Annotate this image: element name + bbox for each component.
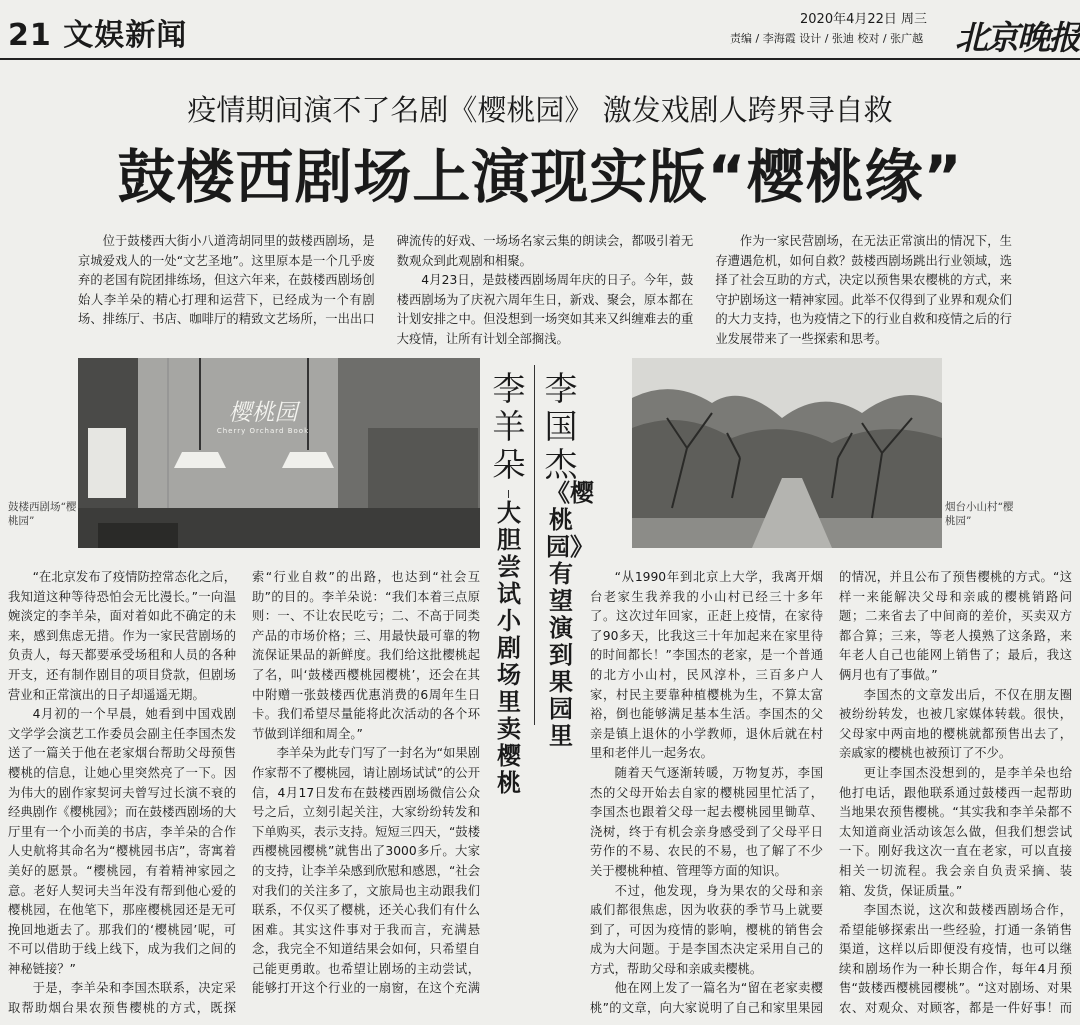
intro-text (78, 232, 1012, 350)
orchard-photo (632, 358, 942, 548)
left-story-paragraph: 于是，李羊朵和李国杰联系，决定采取帮助烟台果农预售樱桃的方式，既探索“行业自救”的出路，也达到“社会互助”的目的。李羊朵说：“我们本着三点原则：一、不让农民吃亏；二、不高于同类产品的市场价格；三、用最快最可靠的物流保证果品的新鲜度。我们给这批樱桃起了名，叫‘鼓楼西樱桃园樱桃’，还会在其中附赠一张鼓楼西优惠消费的6周年生日卡。我们希望尽量能将此次活动的各个环节做到详细和周全。” (8, 570, 480, 1016)
left-person-name: 李羊朵 (492, 369, 526, 484)
issue-date: 2020年4月22日 周三 (800, 12, 928, 27)
newspaper-logo: 北京晚报 (955, 18, 1079, 57)
bookstore-sign-subtext: Cherry Orchard Book (216, 427, 310, 435)
header-divider (0, 58, 1080, 60)
article-headline: 鼓楼西剧场上演现实版“樱桃缘” (117, 143, 963, 211)
right-story-paragraph: 随着天气逐渐转暖，万物复苏，李国杰的父母开始去自家的樱桃园里忙活了，李国杰也跟着父母一起去樱桃园里锄草、浇树，终于有机会亲身感受到了父母平日劳作的不易、农民的不易，也了解了不少关于樱桃种植、管理等方面的知识。 (590, 765, 823, 878)
left-story-paragraph: “在北京发布了疫情防控常态化之后，我知道这种等待恐怕会无比漫长。”一向温婉淡定的李羊朵，面对着如此不确定的未来，感到焦虑无措。作为一家民营剧场的负责人，每天都要承受场租和人员的各种开支，还有制作剧目的项目贷款，但剧场营业和正常演出的日子却遥遥无期。 (8, 570, 236, 702)
bookstore-sign-text: 樱桃园 (228, 400, 298, 426)
intro-paragraph: 4月23日，是鼓楼西剧场周年庆的日子。今年，鼓楼西剧场为了庆祝六周年生日，新戏、聚会，原本都在计划安排之中。但没想到一场突如其来又纠缠难去的重大疫情，让所有计划全部搁浅。 (396, 273, 694, 346)
right-person-name: 李国杰 (544, 369, 578, 484)
right-story-paragraph: 李国杰说，这次和鼓楼西剧场合作，希望能够探索出一些经验，打通一条销售渠道，这样以后即便没有疫情，也可以继续和剧场作为一种长期合作，每年4月预售“鼓楼西樱桃园樱桃”。“这对剧场、对果农、对观众、对顾客，都是一件好事！而 (839, 903, 1072, 1016)
orchard-illustration (632, 358, 942, 548)
page-section: 21 文娱新闻 (8, 18, 188, 53)
right-story-paragraph: 他在网上发了一篇名为“留在老家卖樱桃”的文章，向大家说明了自己和家里果园的情况，并且公布了预售樱桃的方式。“这样一来能解决父母和亲戚的樱桃销路问题；二来省去了中间商的差价，买卖双方都合算；三来，等老人摸熟了这条路，来年老人自己也能网上销售了；最后，我这俩月也有了事做。” (590, 570, 1072, 1016)
editor-credits: 责编 / 李海霞 设计 / 张迪 校对 / 张广越 (730, 32, 924, 45)
column-divider (534, 365, 535, 725)
intro-paragraph: 作为一家民营剧场，在无法正常演出的情况下，生存遭遇危机，如何自救？鼓楼西剧场跳出行业领域，选择了社会互助的方式，决定以预售果农樱桃的方式，来守护剧场这一精神家园。此举不仅得到了业界和观众们的大力支持，也为疫情之下的行业自救和疫情之后的行业发展带来了一些探索和思考。 (715, 234, 1012, 346)
theatre-photo (78, 358, 480, 548)
left-title-rule (508, 490, 509, 498)
left-story-text (8, 568, 480, 1020)
theatre-photo-caption: 鼓楼西剧场“樱桃园” (8, 501, 77, 527)
right-story-paragraph: 不过，他发现，身为果农的父母和亲戚们都很焦虑，因为收获的季节马上就要到了，可因为疫情的影响，樱桃的销售会成为大问题。于是李国杰决定采用自己的方式，帮助父母和亲戚卖樱桃。 (590, 883, 823, 976)
left-person-title: 大胆尝试小剧场里卖樱桃 (497, 499, 521, 797)
right-story-paragraph: 李国杰的文章发出后，不仅在朋友圈被纷纷转发，也被几家媒体转载。很快，父母家中两亩地的樱桃就都预售出去了，亲戚家的樱桃也被预订了不少。 (839, 687, 1072, 761)
right-story-text (590, 568, 1072, 1020)
bookstore-sign (198, 394, 328, 435)
theatre-interior-illustration (78, 358, 480, 548)
right-story-paragraph: “从1990年到北京上大学，我离开烟台老家生我养我的小山村已经三十多年了。这次过年回家，正赶上疫情，在家待了90多天，比我这三十年加起来在家里待的时间都长！”李国杰的老家，是一个普通的北方小山村，民风淳朴，三百多户人家，村民主要靠种植樱桃为生，不算太富裕，倒也能够满足基本生活。李国杰的父亲是镇上退休的小学教师，退休后就在村里和老伴儿一起务农。 (590, 570, 823, 761)
article-subhead: 疫情期间演不了名剧《樱桃园》 激发戏剧人跨界寻自救 (187, 93, 893, 127)
left-story-paragraph: 李羊朵为此专门写了一封名为“如果剧作家帮不了樱桃园，请让剧场试试”的公开信，4月17日发布在鼓楼西剧场微信公众号之后，立刻引起关注，大家纷纷转发和下单购买，表示支持。短短三四天，“鼓楼西樱桃园樱桃”就售出了3000多斤。大家的支持，让李羊朵感到欣慰和感恩，“社会对我们的关注多了，文旅局也主动跟我们联系，不仅买了樱桃，还关心我们有什么困难。其实这件事对于我而言，充满悬念，我完全不知道结果会如何，只希望自己能更勇敢。也希望让剧场的主动尝试，能够打开这个行业的一扇窗，在这个充满 (252, 746, 480, 996)
left-story-paragraph: 4月初的一个早晨，她看到中国戏剧文学学会演艺工作委员会副主任李国杰发送了一篇关于他在老家烟台帮助父母预售樱桃的信息，让她心里突然亮了一下。因为伟大的剧作家契诃夫曾写过长演不衰的经典剧作《樱桃园》；而在鼓楼西剧场的大厅里有一个小而美的书店，李羊朵的合作人史航将其命名为“樱桃园书店”，寄寓着美好的愿景。“樱桃园，有着精神家园之意。老好人契诃夫当年没有帮到他心爱的樱桃园，在他笔下，那座樱桃园还是无可挽回地逝去了。那我们的‘樱桃园’呢，可不可以借助于线上线下，成为我们之间的神秘链接？” (8, 707, 236, 976)
intro-paragraph: 位于鼓楼西大街小八道湾胡同里的鼓楼西剧场，是京城爱戏人的一处“文艺圣地”。这里原本是一个几乎废弃的老国有院团排练场，但这六年来，在鼓楼西剧场创始人李羊朵的精心打理和运营下，已经成为一个有剧场、排练厅、书店、咖啡厅的精致文艺场所，一出出口碑流传的好戏、一场场名家云集的朗读会，都吸引着无数观众到此观剧和相聚。 (78, 234, 694, 327)
orchard-photo-caption: 烟台小山村“樱桃园” (945, 501, 1014, 527)
right-story-paragraph: 更让李国杰没想到的，是李羊朵也给他打电话，跟他联系通过鼓楼西一起帮助当地果农预售樱桃。“其实我和李羊朵都不太知道商业活动该怎么做，但我们想尝试一下。刚好我这次一直在老家，可以直接相关一切流程。我会亲自负责采摘、装箱、发货，保证质量。” (839, 765, 1072, 898)
right-person-title: 《樱桃园》有望演到果园里 (546, 479, 594, 750)
